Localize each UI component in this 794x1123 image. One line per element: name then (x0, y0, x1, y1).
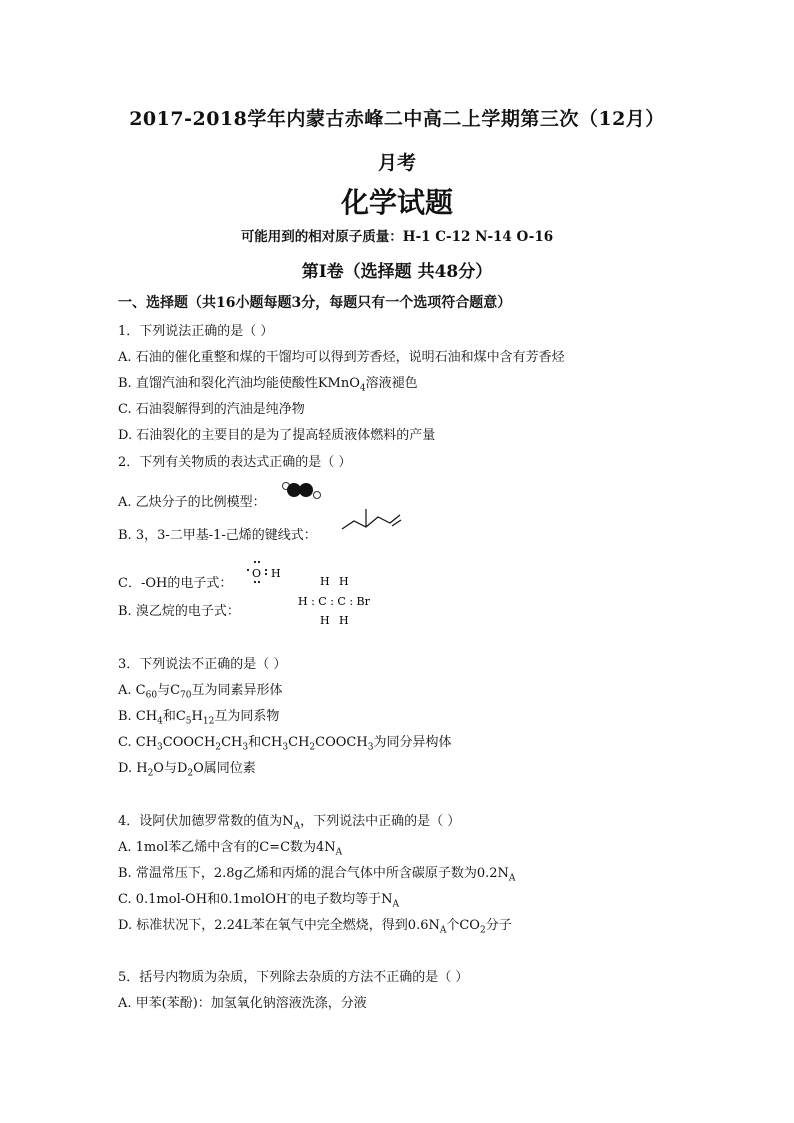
q4-option-d (118, 914, 512, 936)
q1-option-d: D. 石油裂化的主要目的是为了提高轻质液体燃料的产量 (118, 428, 436, 443)
q4-option-c (118, 888, 399, 910)
q4-b-t1: B. 常温常压下，2.8g乙烯和丙烯的混合气体中所含碳原子数为0.2N (118, 866, 509, 881)
section-heading: 一、选择题（共16小题每题3分，每题只有一个选项符合题意） (118, 295, 512, 311)
br-h-bot1: H (320, 614, 330, 626)
q3-d-s1: 2 (147, 768, 154, 779)
q4-d-sub: A (439, 925, 447, 936)
q3-c-s5: 2 (309, 742, 316, 753)
skeletal-formula-image (340, 505, 402, 535)
oh-o-label: O (252, 567, 262, 580)
q2-stem: 2．下列有关物质的表达式正确的是（ ） (118, 455, 352, 470)
q3-option-a (118, 679, 282, 701)
q4-option-b (118, 862, 515, 884)
q3-b-s1: 4 (157, 716, 163, 727)
q4-a-sub: A (335, 847, 343, 858)
q3-b-t4: 互为同系物 (214, 709, 280, 724)
q4-d-t2: 个CO (446, 918, 480, 933)
br-h-bot2: H (339, 614, 349, 626)
br-h-top2: H (339, 575, 349, 588)
br-h-top1: H (320, 575, 330, 588)
q4-stem (118, 810, 460, 832)
q4-stem-t1: 4．设阿伏加德罗常数的值为N (118, 814, 294, 829)
atomic-masses: 可能用到的相对原子质量：H-1 C-12 N-14 O-16 (240, 229, 554, 245)
q3-b-s2: 5 (185, 716, 192, 727)
q3-c-t7: 为同分异构体 (373, 735, 452, 750)
q3-stem: 3．下列说法不正确的是（ ） (118, 657, 287, 672)
q3-d-t2: O与D (153, 761, 188, 776)
q3-b-t1: B. CH (118, 709, 158, 724)
br-middle-row: H : C : C : Br (298, 595, 370, 608)
q4-d-t3: 分子 (485, 918, 512, 933)
q3-b-t2: 和C (162, 709, 186, 724)
q4-c-sup: - (287, 890, 291, 901)
q3-c-s3: 3 (242, 742, 249, 753)
q3-option-d (118, 757, 256, 779)
q1-stem: 1．下列说法正确的是（ ） (118, 324, 274, 339)
q3-d-t3: O属同位素 (193, 761, 256, 776)
q4-b-sub: A (508, 873, 516, 884)
q4-c-t2: 的电子数均等于N (290, 892, 393, 907)
q3-c-t2: COOCH (162, 735, 216, 750)
q3-d-s2: 2 (187, 768, 194, 779)
oh-h-label: H (271, 567, 281, 580)
q2-option-a: A. 乙炔分子的比例模型： (118, 495, 266, 510)
q3-c-t4: 和CH (248, 735, 283, 750)
q3-b-s3: 12 (202, 716, 215, 727)
q4-c-t1: C. 0.1mol-OH和0.1molOH (118, 892, 288, 907)
q3-a-t1: A. C (118, 683, 146, 698)
q5-stem: 5．括号内物质为杂质，下列除去杂质的方法不正确的是（ ） (118, 970, 469, 985)
q3-b-t3: H (191, 709, 203, 724)
q3-c-t5: CH (288, 735, 310, 750)
exam-title-line2: 月考 (377, 152, 416, 174)
bromoethane-electron-formula (294, 574, 386, 626)
acetylene-model-image (279, 478, 327, 504)
q3-c-t1: C. CH (118, 735, 158, 750)
q3-a-s2: 70 (180, 690, 192, 701)
subject-title: 化学试题 (340, 186, 453, 219)
q2-option-b: B. 3，3-二甲基-1-己烯的键线式： (118, 528, 317, 543)
q4-stem-t2: ，下列说法中正确的是（ ） (300, 814, 461, 829)
q2-option-c: C．-OH的电子式： (118, 576, 233, 591)
q3-a-s1: 60 (145, 690, 158, 701)
q3-c-s2: 2 (215, 742, 222, 753)
q4-a-t1: A. 1mol苯乙烯中含有的C=C数为4N (118, 840, 336, 855)
q3-option-b (118, 705, 279, 727)
q3-c-t3: CH (221, 735, 243, 750)
exam-title-line1: 2017-2018学年内蒙古赤峰二中高二上学期第三次（12月） (129, 108, 665, 130)
q1-option-b (118, 372, 418, 394)
q4-c-sub: A (392, 899, 400, 910)
q3-c-s1: 3 (157, 742, 163, 753)
q1-b-text: B. 直馏汽油和裂化汽油均能使酸性KMnO (118, 376, 360, 391)
q4-d-sub2: 2 (479, 925, 486, 936)
q4-d-t1: D. 标准状况下，2.24L苯在氧气中完全燃烧，得到0.6N (118, 918, 440, 933)
q2-option-d: B. 溴乙烷的电子式： (118, 604, 240, 619)
q3-a-t2: 与C (157, 683, 181, 698)
q3-a-t3: 互为同素异形体 (191, 683, 283, 698)
q1-b-sub: 4 (359, 383, 366, 394)
volume-heading: 第Ⅰ卷（选择题 共48分） (301, 262, 493, 282)
q3-c-s6: 3 (367, 742, 374, 753)
q3-c-t6: COOCH (315, 735, 368, 750)
q4-stem-sub: A (293, 821, 301, 832)
q4-option-a (118, 836, 342, 858)
q1-option-a: A. 石油的催化重整和煤的干馏均可以得到芳香烃，说明石油和煤中含有芳香烃 (118, 350, 565, 365)
q5-option-a: A. 甲苯(苯酚)：加氢氧化钠溶液洗涤，分液 (118, 996, 367, 1011)
hydroxyl-electron-formula (240, 556, 290, 586)
q3-c-s4: 3 (282, 742, 289, 753)
q1-b-text-end: 溶液褪色 (365, 376, 418, 391)
q3-option-c (118, 731, 451, 753)
q3-d-t1: D. H (118, 761, 148, 776)
q1-option-c: C. 石油裂解得到的汽油是纯净物 (118, 402, 305, 417)
